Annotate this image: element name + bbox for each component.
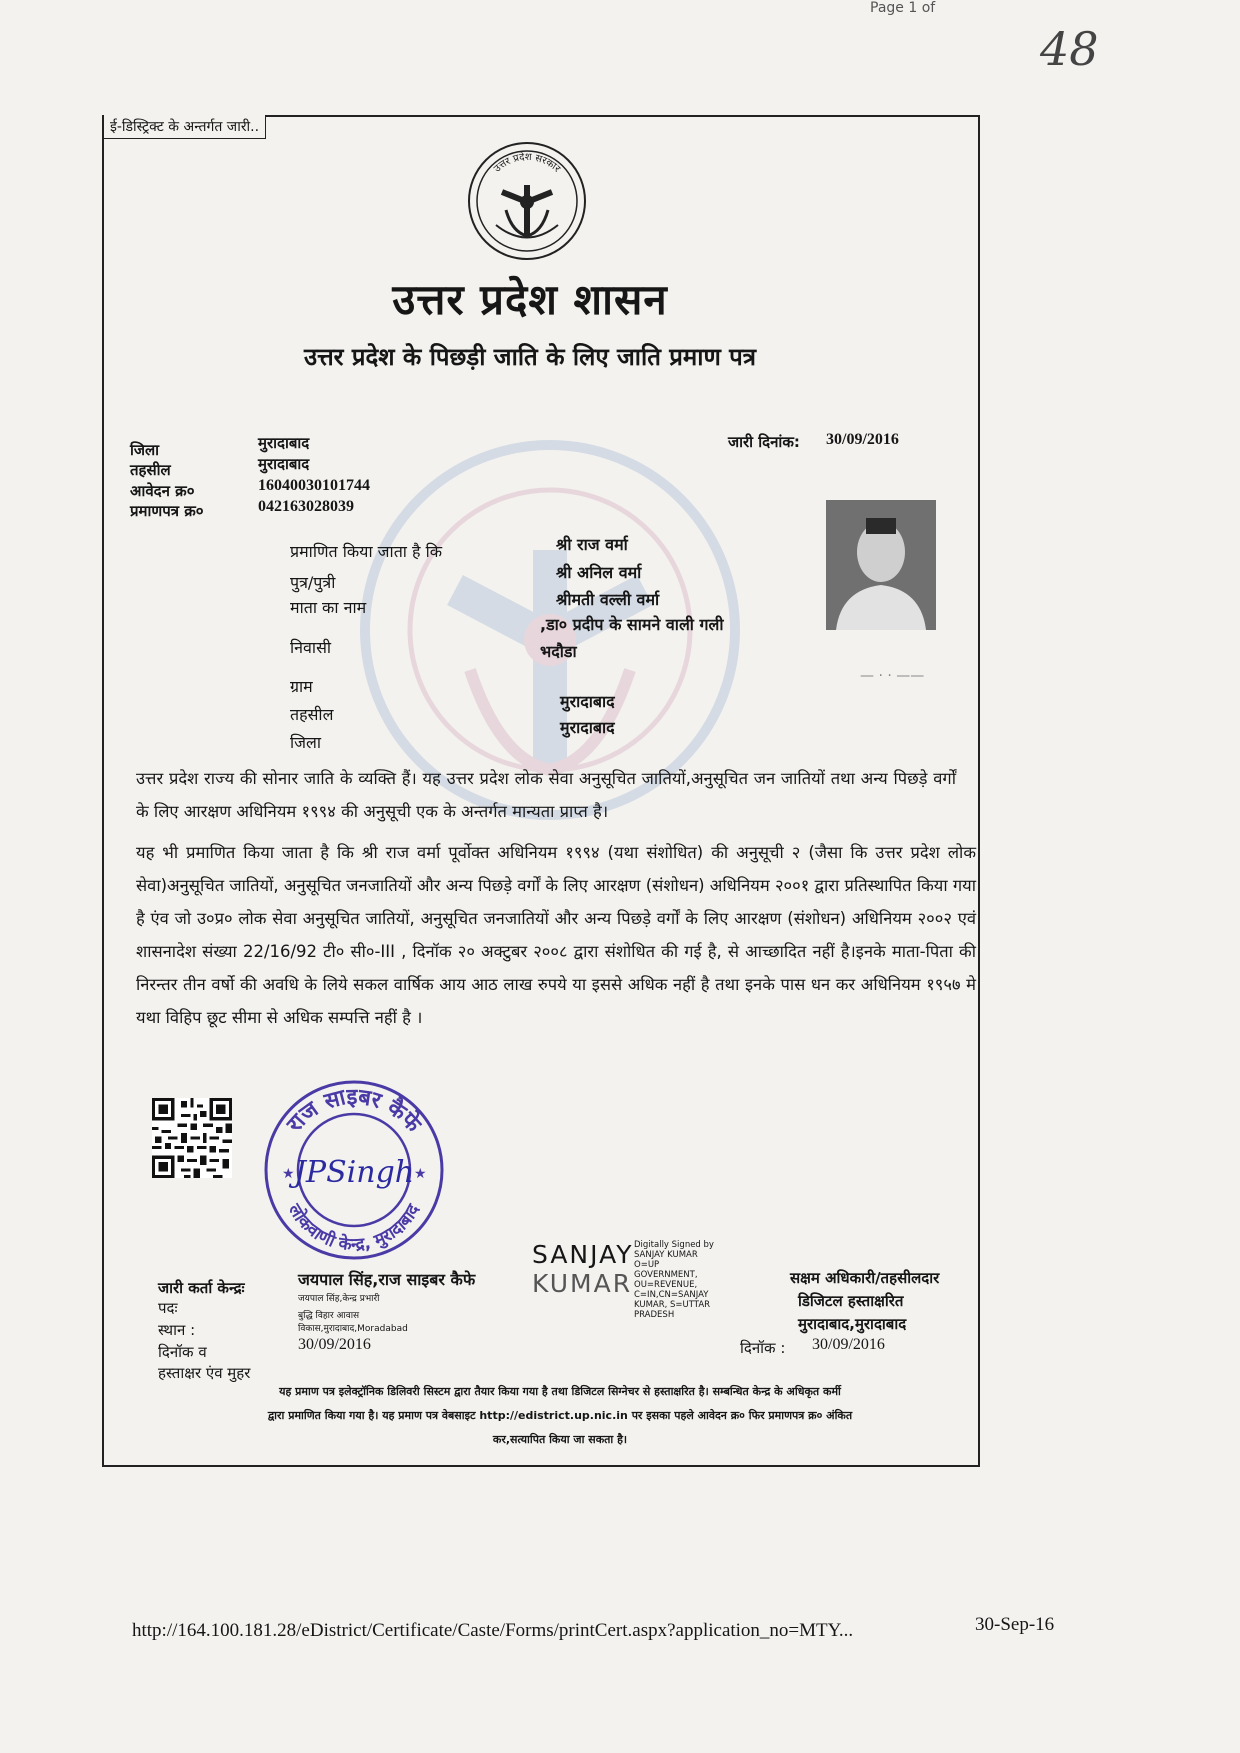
digital-signer-last: KUMAR xyxy=(532,1269,633,1298)
stray-mark: — · · —— xyxy=(860,668,925,684)
issuer-date-label: दिनॉक व xyxy=(158,1343,207,1361)
applicant-photo xyxy=(826,500,936,630)
issuer-post-label: पदः xyxy=(158,1299,178,1317)
authority-digital-sign: डिजिटल हस्ताक्षरित xyxy=(798,1292,904,1310)
certificate-number-label: प्रमाणपत्र क्र० xyxy=(130,502,204,520)
verification-note xyxy=(150,1380,970,1452)
issuer-place-label: स्थान : xyxy=(158,1321,196,1339)
svg-text:राज साइबर कैफे xyxy=(282,1085,428,1138)
village-label: ग्राम xyxy=(290,677,313,696)
issued-under-label: ई-डिस्ट्रिक्ट के अन्तर्गत जारी.. xyxy=(104,115,266,139)
resident-label: निवासी xyxy=(290,638,332,657)
district-label: जिला xyxy=(130,441,160,459)
handwritten-number: 48 xyxy=(1040,22,1099,76)
child-of-label: पुत्र/पुत्री xyxy=(290,573,336,592)
digital-signature-details: Digitally Signed by SANJAY KUMAR O=UP GOVERNMENT, OU=REVENUE, C=IN,CN=SANJAY KUMAR, S=UTTAR PRADESH xyxy=(634,1240,714,1320)
stamp-top-text: राज साइबर कैफे xyxy=(282,1084,426,1138)
digital-signer-first: SANJAY xyxy=(532,1240,634,1269)
caste-paragraph: उत्तर प्रदेश राज्य की सोनार जाति के व्यक्ति हैं। यह उत्तर प्रदेश लोक सेवा अनुसूचित जातियों,अनुसूचित जन जातियों तथा अन्य पिछड़े वर्गों के लिए आरक्षण अधिनियम १९९४ की अनुसूची एक के अन्तर्गत मान्यता प्राप्त है। xyxy=(136,769,956,821)
authority-date-value: 30/09/2016 xyxy=(812,1336,885,1353)
print-url: http://164.100.181.28/eDistrict/Certificate/Caste/Forms/printCert.aspx?application_no=MTY... xyxy=(132,1620,854,1641)
issuer-center-label: जारी कर्ता केन्द्रः xyxy=(158,1279,245,1297)
issuer-center-value: जयपाल सिंह,राज साइबर कैफे xyxy=(298,1270,476,1289)
stamp-signature: JPSingh xyxy=(293,1155,415,1190)
father-name: श्री अनिल वर्मा xyxy=(556,563,642,582)
svg-text:लोकवाणी केन्द्र, मुरादाबाद xyxy=(284,1199,425,1255)
issue-date-label: जारी दिनांक: xyxy=(728,433,800,451)
person-tehsil-label: तहसील xyxy=(290,705,334,724)
mother-label: माता का नाम xyxy=(290,598,367,617)
issuer-place-value1: बुद्धि विहार आवास xyxy=(298,1311,360,1321)
center-stamp xyxy=(262,1078,447,1263)
emblem-text: उत्तर प्रदेश सरकार xyxy=(491,151,563,175)
certificate-subtitle: उत्तर प्रदेश के पिछड़ी जाति के लिए जाति प्रमाण पत्र xyxy=(303,343,757,371)
page-corner-text: Page 1 of xyxy=(870,0,936,16)
person-tehsil-value: मुरादाबाद xyxy=(560,692,615,711)
up-emblem-icon xyxy=(466,140,588,262)
tehsil-label: तहसील xyxy=(130,461,171,479)
eligibility-paragraph: यह भी प्रमाणित किया जाता है कि श्री राज वर्मा पूर्वोक्त अधिनियम १९९४ (यथा संशोधित) की अनुसूची २ (जैसा कि उत्तर प्रदेश लोक सेवा)अनुसूचित जातियों, अनुसूचित जनजातियों और अन्य पिछड़े वर्गों के लिए आरक्षण (संशोधन) अधिनियम २००१ द्वारा प्रतिस्थापित किया गया है एंव जो उ०प्र० लोक सेवा अनुसूचित जातियों, अनुसूचित जनजातियों और अन्य पिछड़े वर्गों के लिए आरक्षण (संशोधन) अधिनियम २००२ एवं शासनादेश संख्या 22/16/92 टी० सी०-III , दिनॉक २० अक्टुबर २००८ द्वारा संशोधित की गई है, से आच्छादित नहीं है।इनके माता-पिता की निरन्तर तीन वर्षो की अवधि के लिये सकल वार्षिक आय आठ लाख रुपये या इससे अधिक नहीं है तथा इनके पास धन कर अधिनियम १९५७ मे यथा विहिप छूट सीमा से अधिक सम्पत्ति नहीं है । xyxy=(136,843,976,1027)
verification-note-line1: यह प्रमाण पत्र इलेक्ट्रॉनिक डिलिवरी सिस्टम द्वारा तैयार किया गया है तथा डिजिटल सिग्नेचर से हस्ताक्षरित है। सम्बन्धित केन्द्र के अधिकृत कर्मी xyxy=(279,1385,841,1398)
certificate-number: 042163028039 xyxy=(258,498,354,515)
digital-signer-name xyxy=(532,1240,634,1298)
certificate-title: उत्तर प्रदेश शासन xyxy=(392,275,668,324)
authority-place: मुरादाबाद,मुरादाबाद xyxy=(798,1315,907,1333)
authority-date-label: दिनॉक : xyxy=(740,1339,786,1357)
stamp-bottom-text: लोकवाणी केन्द्र, मुरादाबाद xyxy=(284,1200,424,1256)
verification-note-line2: द्वारा प्रमाणित किया गया है। यह प्रमाण पत्र वेबसाइट http://edistrict.up.nic.in पर इसका पहले आवेदन क्र० फिर प्रमाणपत्र क्र० अंकित xyxy=(267,1409,853,1422)
certify-label: प्रमाणित किया जाता है कि xyxy=(290,542,443,561)
svg-text:★: ★ xyxy=(282,1166,295,1182)
person-district-value: मुरादाबाद xyxy=(560,718,615,737)
address-line1: ,डा० प्रदीप के सामने वाली गली xyxy=(540,615,724,634)
address-line2: भदौडा xyxy=(540,642,577,661)
mother-name: श्रीमती वल्ली वर्मा xyxy=(556,590,660,609)
person-district-label: जिला xyxy=(290,733,322,752)
issuer-date-value: 30/09/2016 xyxy=(298,1336,371,1353)
tehsil-value: मुरादाबाद xyxy=(258,455,310,473)
svg-text:★: ★ xyxy=(414,1166,427,1182)
issuer-post-value: जयपाल सिंह,केन्द्र प्रभारी xyxy=(298,1294,380,1304)
application-number: 16040030101744 xyxy=(258,477,370,494)
district-value: मुरादाबाद xyxy=(258,434,310,452)
issue-date-value: 30/09/2016 xyxy=(826,431,899,448)
issuer-sign-label: हस्ताक्षर एंव मुहर xyxy=(158,1364,251,1382)
verification-note-line3: कर,सत्यापित किया जा सकता है। xyxy=(492,1433,628,1446)
qr-code xyxy=(152,1098,232,1178)
application-label: आवेदन क्र० xyxy=(130,482,195,500)
person-name: श्री राज वर्मा xyxy=(556,535,628,554)
print-date: 30-Sep-16 xyxy=(975,1614,1055,1635)
authority-title: सक्षम अधिकारी/तहसीलदार xyxy=(790,1269,940,1287)
issuer-place-value2: विकास,मुरादाबाद,Moradabad xyxy=(298,1324,408,1334)
svg-text:उत्तर प्रदेश सरकार xyxy=(492,151,563,175)
